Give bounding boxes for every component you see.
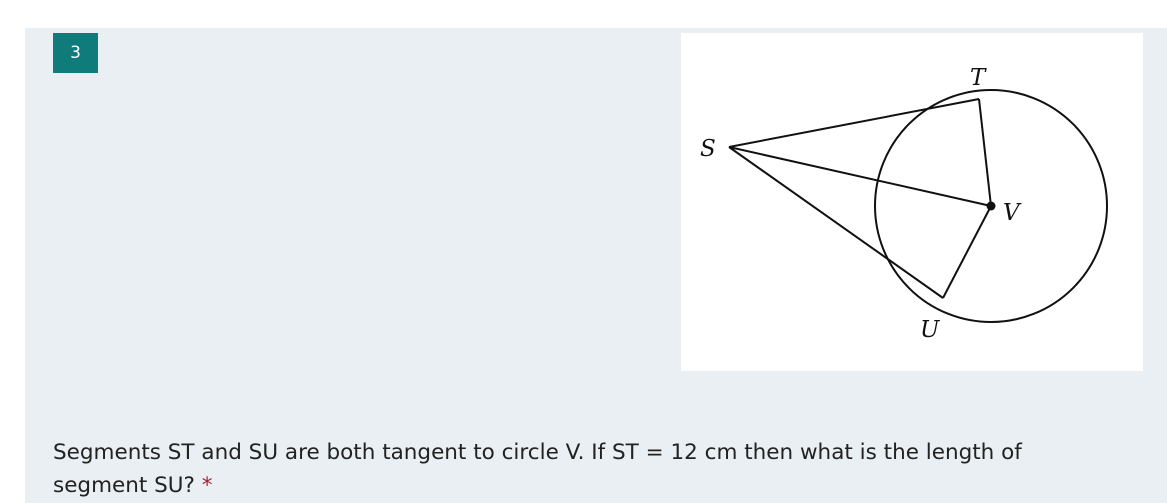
label-s: S — [700, 136, 716, 162]
radius-vt — [979, 99, 991, 206]
question-text-block — [53, 436, 1093, 502]
question-card — [25, 28, 1167, 503]
question-figure — [681, 33, 1143, 371]
required-marker: * — [201, 473, 213, 498]
segment-st — [729, 99, 979, 147]
question-text: Segments ST and SU are both tangent to circle V. If ST = 12 cm then what is the length of segment SU? — [53, 440, 1022, 498]
center-point-v — [987, 202, 996, 211]
label-u: U — [920, 317, 940, 343]
segment-sv — [729, 147, 991, 206]
label-t: T — [970, 65, 986, 91]
label-v: V — [1003, 200, 1020, 226]
segment-su — [729, 147, 943, 298]
tangent-circle-diagram — [681, 33, 1143, 371]
question-number-badge: 3 — [53, 33, 98, 73]
radius-vu — [943, 206, 991, 298]
